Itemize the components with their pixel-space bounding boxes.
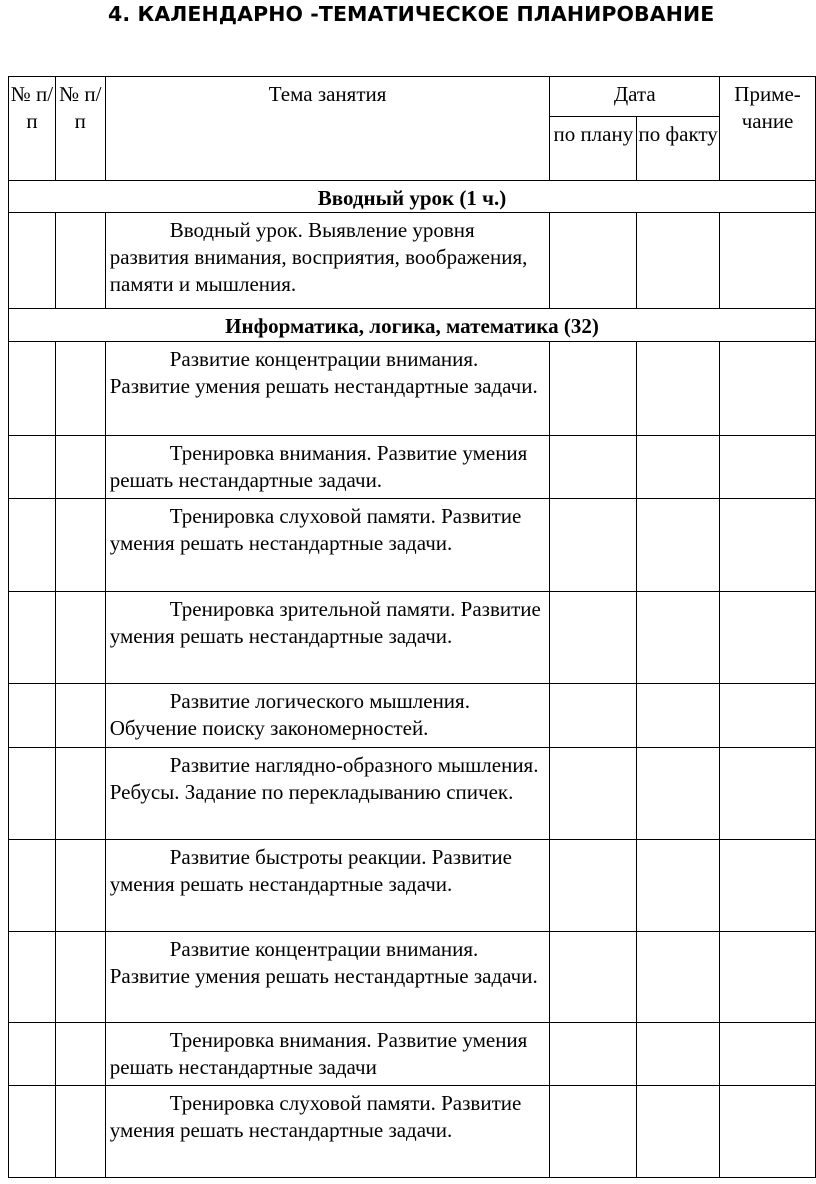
- cell-note: [720, 684, 816, 748]
- topic-text: Тренировка внимания. Развитие умения решать нестандартные задачи.: [109, 441, 528, 492]
- topic-text: Развитие быстроты реакции. Развитие умения решать нестандартные задачи.: [109, 845, 512, 896]
- cell-note: [720, 1086, 816, 1178]
- cell-num2: [55, 932, 105, 1023]
- topic-text: Вводный урок. Выявление уровня развития внимания, восприятия, воображения, памяти и мышления.: [109, 218, 528, 296]
- table-row: [9, 213, 816, 309]
- cell-fact: [637, 213, 720, 309]
- cell-plan: [550, 213, 637, 309]
- cell-num1: [9, 1023, 56, 1086]
- cell-fact: [637, 684, 720, 748]
- table-row: [9, 932, 816, 1023]
- cell-topic: [105, 342, 550, 436]
- page-title: 4. КАЛЕНДАРНО -ТЕМАТИЧЕСКОЕ ПЛАНИРОВАНИЕ: [108, 2, 715, 26]
- table-row: [9, 342, 816, 436]
- cell-num1: [9, 748, 56, 840]
- header-note: Приме-чание: [720, 77, 816, 181]
- cell-fact: [637, 342, 720, 436]
- cell-plan: [550, 499, 637, 592]
- cell-fact: [637, 592, 720, 684]
- table-row: [9, 592, 816, 684]
- header-num1: № п/п: [9, 77, 56, 181]
- cell-num2: [55, 1086, 105, 1178]
- cell-plan: [550, 1023, 637, 1086]
- topic-text: Тренировка внимания. Развитие умения решать нестандартные задачи: [109, 1028, 528, 1079]
- cell-plan: [550, 932, 637, 1023]
- cell-topic: [105, 1023, 550, 1086]
- header-num2: № п/п: [55, 77, 105, 181]
- cell-note: [720, 1023, 816, 1086]
- cell-topic: [105, 932, 550, 1023]
- cell-topic: [105, 213, 550, 309]
- section-row: [9, 309, 816, 342]
- cell-num2: [55, 499, 105, 592]
- cell-topic: [105, 1086, 550, 1178]
- topic-text: Развитие концентрации внимания. Развитие умения решать нестандартные задачи.: [109, 937, 538, 988]
- cell-note: [720, 840, 816, 932]
- cell-topic: [105, 592, 550, 684]
- cell-topic: [105, 499, 550, 592]
- cell-note: [720, 436, 816, 499]
- table-row: [9, 1086, 816, 1178]
- cell-note: [720, 213, 816, 309]
- table-row: [9, 499, 816, 592]
- table-row: [9, 684, 816, 748]
- cell-plan: [550, 748, 637, 840]
- topic-text: Развитие логического мышления. Обучение поиску закономерностей.: [109, 689, 470, 740]
- cell-fact: [637, 1086, 720, 1178]
- topic-text: Тренировка слуховой памяти. Развитие умения решать нестандартные задачи.: [109, 504, 522, 555]
- cell-note: [720, 499, 816, 592]
- topic-text: Развитие наглядно-образного мышления. Ребусы. Задание по перекладыванию спичек.: [109, 753, 539, 804]
- cell-num2: [55, 342, 105, 436]
- cell-num2: [55, 1023, 105, 1086]
- section-title: Информатика, логика, математика (32): [9, 309, 816, 342]
- cell-topic: [105, 748, 550, 840]
- cell-num2: [55, 592, 105, 684]
- header-row: [9, 77, 816, 117]
- cell-fact: [637, 436, 720, 499]
- cell-plan: [550, 840, 637, 932]
- table-row: [9, 436, 816, 499]
- cell-num2: [55, 748, 105, 840]
- cell-plan: [550, 684, 637, 748]
- header-topic: Тема занятия: [105, 77, 550, 181]
- topic-text: Развитие концентрации внимания. Развитие умения решать нестандартные задачи.: [109, 347, 538, 398]
- cell-plan: [550, 592, 637, 684]
- cell-topic: [105, 840, 550, 932]
- planning-table: [8, 76, 816, 1178]
- cell-num1: [9, 1086, 56, 1178]
- cell-fact: [637, 932, 720, 1023]
- cell-fact: [637, 499, 720, 592]
- cell-num1: [9, 932, 56, 1023]
- cell-num1: [9, 436, 56, 499]
- cell-num1: [9, 499, 56, 592]
- topic-text: Тренировка зрительной памяти. Развитие умения решать нестандартные задачи.: [109, 597, 541, 648]
- cell-fact: [637, 748, 720, 840]
- cell-num1: [9, 213, 56, 309]
- cell-fact: [637, 1023, 720, 1086]
- cell-num2: [55, 840, 105, 932]
- cell-num2: [55, 213, 105, 309]
- cell-note: [720, 592, 816, 684]
- topic-text: Тренировка слуховой памяти. Развитие умения решать нестандартные задачи.: [109, 1091, 522, 1142]
- table-row: [9, 1023, 816, 1086]
- table-row: [9, 840, 816, 932]
- cell-note: [720, 342, 816, 436]
- cell-num2: [55, 436, 105, 499]
- cell-plan: [550, 1086, 637, 1178]
- cell-num1: [9, 592, 56, 684]
- header-plan: по плану: [550, 117, 637, 181]
- section-row: [9, 181, 816, 213]
- cell-num1: [9, 342, 56, 436]
- cell-topic: [105, 684, 550, 748]
- table-row: [9, 748, 816, 840]
- cell-plan: [550, 342, 637, 436]
- header-fact: по факту: [637, 117, 720, 181]
- cell-num1: [9, 684, 56, 748]
- cell-fact: [637, 840, 720, 932]
- cell-note: [720, 932, 816, 1023]
- cell-num2: [55, 684, 105, 748]
- section-title: Вводный урок (1 ч.): [9, 181, 816, 213]
- cell-note: [720, 748, 816, 840]
- cell-topic: [105, 436, 550, 499]
- cell-plan: [550, 436, 637, 499]
- cell-num1: [9, 840, 56, 932]
- header-date: Дата: [550, 77, 720, 117]
